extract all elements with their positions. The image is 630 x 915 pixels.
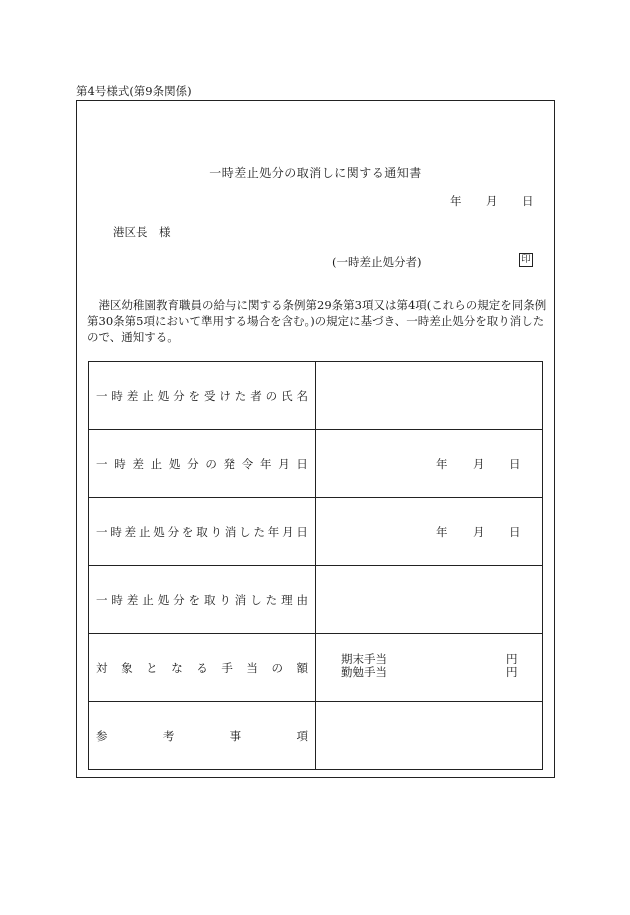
row-label-cell: [89, 634, 316, 702]
label-char: 者: [250, 388, 262, 403]
seal-mark: 印: [519, 253, 533, 267]
label-char: 止: [142, 388, 154, 403]
label-char: 令: [241, 456, 254, 471]
label-char: 処: [157, 592, 170, 607]
label-char: 月: [278, 456, 290, 471]
issue-date-month: 月: [473, 456, 485, 471]
label-char: り: [219, 592, 231, 607]
label-char: 時: [111, 388, 123, 403]
label-char: 止: [150, 456, 163, 471]
label-char: 月: [282, 524, 294, 539]
row-label-cancel-reason: [89, 592, 315, 608]
table-row: [89, 634, 543, 702]
table-row: [89, 702, 543, 770]
label-char: 分: [173, 388, 185, 403]
yen-unit: 円: [506, 665, 518, 679]
remarks-field[interactable]: [316, 702, 543, 770]
sender-label: (一時差止処分者): [332, 255, 422, 269]
allowance-diligence: 勤勉手当: [341, 665, 387, 679]
label-char: を: [181, 524, 194, 539]
recipient-name-field[interactable]: [316, 362, 543, 430]
form-number: 第4号様式(第9条関係): [76, 84, 192, 98]
row-label-issue-date: [89, 456, 315, 472]
label-char: 止: [138, 524, 151, 539]
yen-unit: 円: [506, 652, 518, 666]
label-char: 消: [224, 524, 237, 539]
notice-body: 港区幼稚園教育職員の給与に関する条例第29条第3項又は第4項(これらの規定を同条例第30条第5項において準用する場合を含む。)の規定に基づき、一時差止処分を取り消したので、通知する。: [87, 298, 547, 344]
label-char: 日: [296, 456, 308, 471]
row-label-cancel-date: [89, 524, 315, 540]
date-year: 年: [450, 194, 462, 208]
row-label-cell: [89, 702, 316, 770]
label-char: 参: [96, 728, 108, 743]
label-char: け: [219, 388, 231, 403]
label-char: を: [188, 592, 201, 607]
label-char: な: [171, 660, 183, 675]
label-char: 対: [96, 660, 108, 675]
cancel-date-month: 月: [473, 524, 485, 539]
addressee: 港区長 様: [113, 225, 171, 239]
table-row: [89, 362, 543, 430]
document-title: 一時差止処分の取消しに関する通知書: [209, 166, 422, 180]
row-label-recipient-name: [89, 388, 315, 404]
label-char: 受: [203, 388, 216, 403]
label-char: 分: [173, 592, 185, 607]
label-char: 時: [111, 592, 123, 607]
table-row: [89, 430, 543, 498]
label-char: の: [271, 660, 283, 675]
label-char: 処: [153, 524, 165, 539]
cancel-reason-field[interactable]: [316, 566, 543, 634]
label-char: 差: [126, 592, 139, 607]
table-row: [89, 498, 543, 566]
label-char: 処: [168, 456, 181, 471]
label-char: り: [210, 524, 222, 539]
label-char: 一: [96, 388, 108, 403]
label-char: 取: [196, 524, 208, 539]
label-char: 差: [124, 524, 137, 539]
row-label-cell: [89, 566, 316, 634]
allowance-units: [506, 653, 518, 679]
issue-date-day: 日: [509, 456, 521, 471]
allowance-amount-field[interactable]: [316, 634, 543, 702]
label-char: 日: [296, 524, 308, 539]
label-char: 手: [221, 660, 233, 675]
details-table: [88, 361, 543, 770]
label-char: の: [265, 388, 278, 403]
label-char: 一: [96, 524, 108, 539]
label-char: 分: [187, 456, 199, 471]
label-char: 考: [162, 728, 175, 743]
label-char: 止: [142, 592, 154, 607]
label-char: 年: [259, 456, 272, 471]
row-label-remarks: [89, 728, 315, 744]
row-label-allowance-amount: [89, 660, 315, 676]
cancel-date-field[interactable]: [316, 498, 543, 566]
issue-date-year: 年: [436, 456, 448, 471]
row-label-cell: [89, 430, 316, 498]
label-char: 消: [234, 592, 247, 607]
label-char: 分: [167, 524, 180, 539]
issue-date-field[interactable]: [316, 430, 543, 498]
label-char: る: [196, 660, 208, 675]
label-char: 一: [96, 456, 108, 471]
allowance-names: [341, 653, 387, 679]
label-char: 差: [132, 456, 144, 471]
label-char: 取: [203, 592, 216, 607]
label-char: た: [265, 592, 278, 607]
cancel-date-day: 日: [509, 524, 521, 539]
label-char: 理: [281, 592, 293, 607]
label-char: た: [234, 388, 247, 403]
label-char: 事: [229, 728, 242, 743]
label-char: し: [239, 524, 251, 539]
label-char: 額: [296, 660, 308, 675]
label-char: 時: [110, 524, 122, 539]
label-char: た: [253, 524, 265, 539]
label-char: を: [188, 388, 201, 403]
label-char: 名: [296, 388, 308, 403]
label-char: 年: [267, 524, 280, 539]
row-label-cell: [89, 362, 316, 430]
cancel-date-year: 年: [436, 524, 448, 539]
label-char: 一: [96, 592, 108, 607]
label-char: 処: [157, 388, 170, 403]
date-month: 月: [486, 194, 498, 208]
label-char: 発: [223, 456, 236, 471]
label-char: 差: [126, 388, 139, 403]
label-char: 時: [114, 456, 126, 471]
label-char: 氏: [281, 388, 293, 403]
label-char: 項: [296, 728, 308, 743]
allowance-term-end: 期末手当: [341, 652, 387, 666]
label-char: 象: [121, 660, 133, 675]
label-char: と: [146, 660, 158, 675]
label-char: 由: [296, 592, 308, 607]
table-row: [89, 566, 543, 634]
form-frame: [76, 100, 555, 778]
label-char: 当: [246, 660, 258, 675]
date-day: 日: [522, 194, 534, 208]
label-char: し: [250, 592, 262, 607]
label-char: の: [205, 456, 217, 471]
row-label-cell: [89, 498, 316, 566]
